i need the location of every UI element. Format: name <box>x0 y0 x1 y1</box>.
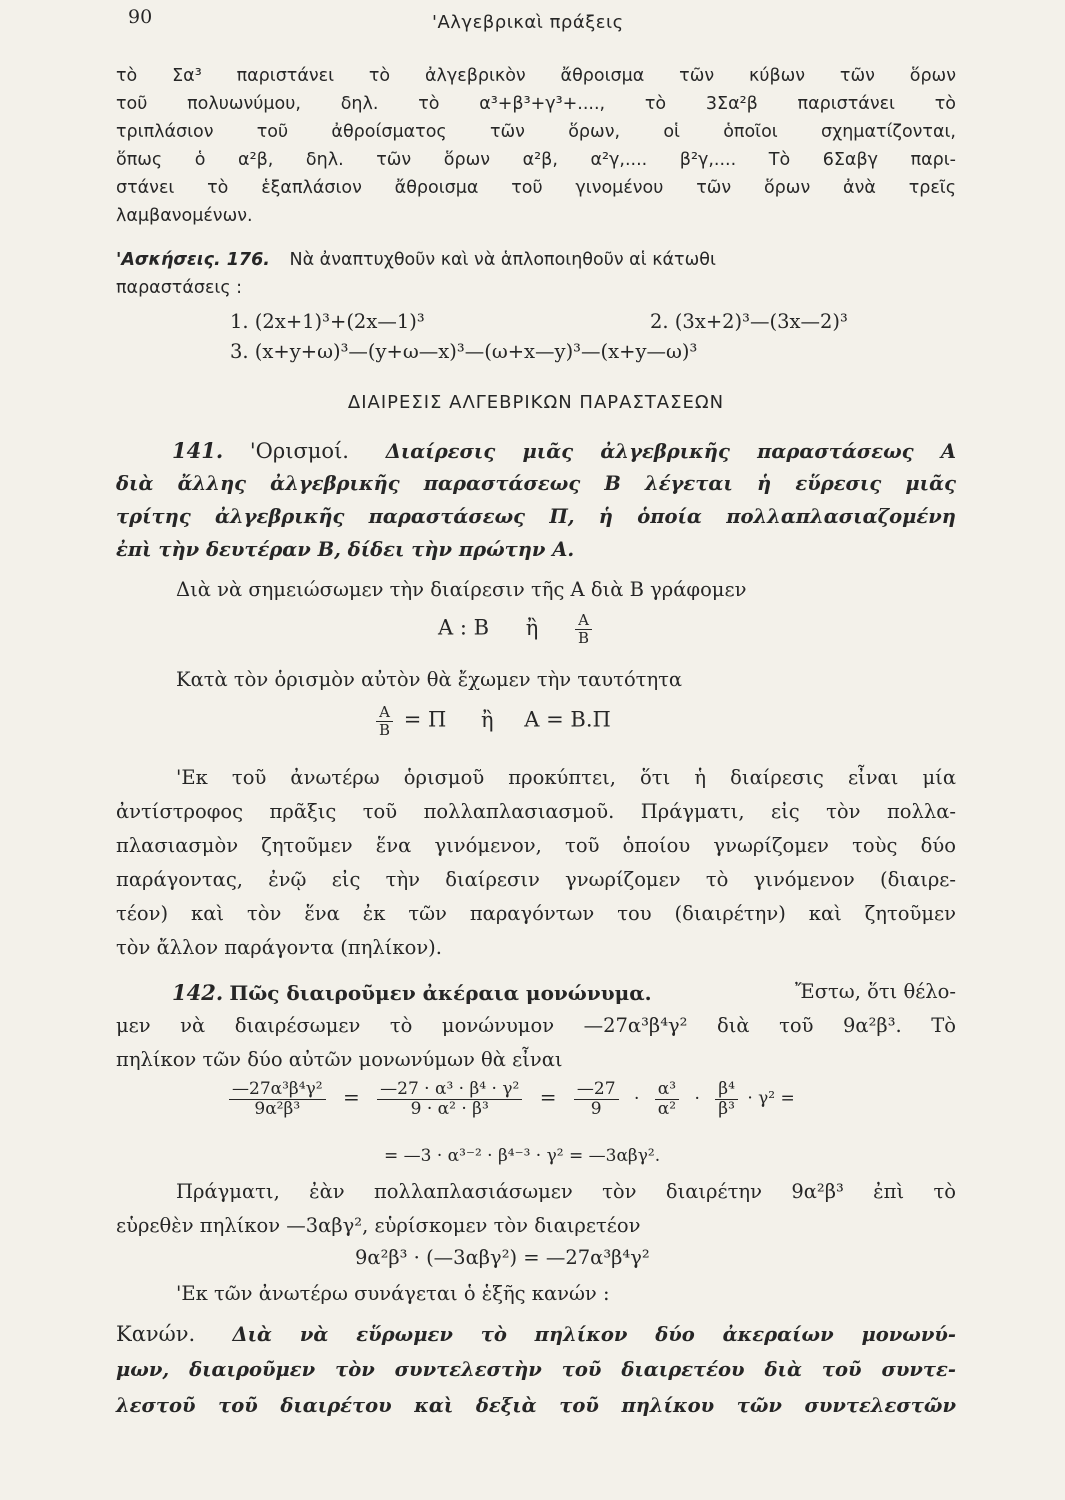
f2-denominator: 9 · α² · β³ <box>410 1098 489 1119</box>
check-equation: 9α²β³ · (—3αβγ²) = —27α³β⁴γ² <box>355 1246 650 1269</box>
eq-f5 <box>715 1080 738 1118</box>
eq2-denominator: Β <box>379 720 391 739</box>
equation-monomial-division: $\frac{\text{—27α³β⁴γ²}}{\text{9α²β³}}$ = $\frac{\text{—27 · α³ · β⁴ · γ²}}{\text{9 · α² · β³}}$ = $\frac{—27}{9}$ · $\frac{\text{α³}}{\text{α²}}$ · $\frac{\text{β⁴}}{\text{β³}}$ · γ² = <box>225 1080 795 1118</box>
sec142-title: Πῶς διαιροῦμεν ἀκέραια μονώνυμα. <box>229 981 652 1005</box>
text-line: τριπλάσιον τοῦ ἀθροίσματος τῶν ὅρων, οἱ ὁποῖοι σχηματίζονται, <box>116 122 956 142</box>
f5-numerator: β⁴ <box>715 1080 738 1100</box>
eq-f2 <box>377 1080 522 1118</box>
sec141-para-line <box>116 766 956 789</box>
f2-numerator: —27 · α³ · β⁴ · γ² <box>377 1080 522 1100</box>
page-number: 90 <box>128 6 153 28</box>
f4-numerator: α³ <box>655 1080 679 1100</box>
identity-line: Κατὰ τὸν ὁρισμὸν αὐτὸν θὰ ἔχωμεν τὴν ταυτότητα <box>176 668 683 691</box>
eq1-numerator: Α <box>575 612 592 630</box>
equation-result: = —3 · α³⁻² · β⁴⁻³ · γ² = —3αβγ². <box>384 1146 661 1166</box>
text-line: ὅπως ὁ α²β, δηλ. τῶν ὅρων α²β, α²γ,.... β²γ,.... Τὸ 6Σαβγ παρι- <box>116 150 956 170</box>
sec142-check-line <box>116 1180 956 1203</box>
exercises-intro-line2: παραστάσεις : <box>116 278 243 298</box>
f4-denominator: α² <box>657 1098 677 1119</box>
page-header <box>0 6 1065 36</box>
sec142-line1 <box>116 980 956 1005</box>
rule-line <box>116 1322 956 1346</box>
sec141-para-line: παράγοντας, ἐνῷ εἰς τὴν διαίρεσιν γνωρίζομεν τὸ γινόμενον (διαιρε- <box>116 868 956 891</box>
eq2-numerator: Α <box>376 704 393 722</box>
section-heading: ΔΙΑΙΡΕΣΙΣ ΑΛΓΕΒΡΙΚΩΝ ΠΑΡΑΣΤΑΣΕΩΝ <box>347 392 725 413</box>
sec142-line: μεν νὰ διαιρέσωμεν τὸ μονώνυμον —27α³β⁴γ² διὰ τοῦ 9α²β³. Τὸ <box>116 1014 956 1037</box>
f5-denominator: β³ <box>718 1098 735 1119</box>
exercises-intro <box>116 250 956 270</box>
sec141-definition-line: τρίτης ἀλγεβρικῆς παραστάσεως Π, ἡ ὁποία πολλαπλασιαζομένη <box>116 505 956 528</box>
exercises-label: 'Ασκήσεις. 176. <box>116 250 270 270</box>
sec141-para-line: πλασιασμὸν ζητοῦμεν ἕνα γινόμενον, τοῦ ὁποίου γνωρίζομεν τοὺς δύο <box>116 834 956 857</box>
rule-label: Κανών. <box>116 1322 196 1346</box>
sec142-line: πηλίκον τῶν δύο αὐτῶν μονωνύμων θὰ εἶναι <box>116 1048 563 1071</box>
sec142-check-line: εὑρεθὲν πηλίκον —3αβγ², εὑρίσκομεν τὸν διαιρετέον <box>116 1214 641 1237</box>
sec141-definition-line: διὰ ἄλλης ἀλγεβρικῆς παραστάσεως Β λέγεται ἡ εὕρεσις μιᾶς <box>116 472 956 495</box>
exercise-item-3: 3. (x+y+ω)³—(y+ω—x)³—(ω+x—y)³—(x+y—ω)³ <box>230 340 698 363</box>
text-line: στάνει τὸ ἑξαπλάσιον ἄθροισμα τοῦ γινομένου τῶν ὅρων ἀνὰ τρεῖς <box>116 178 956 198</box>
eq1-denominator: Β <box>578 628 590 647</box>
running-head: 'Αλγεβρικαὶ πράξεις <box>432 12 624 33</box>
eq2-right: Α = Β.Π <box>524 707 611 732</box>
sec141-definition-line: ἐπὶ τὴν δευτέραν Β, δίδει τὴν πρώτην Α. <box>116 538 575 561</box>
text-line: τὸ Σα³ παριστάνει τὸ ἀλγεβρικὸν ἄθροισμα τῶν κύβων τῶν ὅρων <box>116 66 956 86</box>
sec141-para-line: τὸν ἄλλον παράγοντα (πηλίκον). <box>116 936 442 959</box>
exercise-item-1: 1. (2x+1)³+(2x—1)³ <box>230 310 425 333</box>
f-tail: · γ² = <box>747 1088 795 1109</box>
eq2-fraction <box>376 704 393 738</box>
sec141-para-line: τέον) καὶ τὸν ἕνα ἐκ τῶν παραγόντων του (διαιρέτην) καὶ ζητοῦμεν <box>116 902 956 925</box>
exercise-item-2: 2. (3x+2)³—(3x—2)³ <box>650 310 848 333</box>
sec141-definition-start: Διαίρεσις μιᾶς ἀλγεβρικῆς παραστάσεως Α <box>385 440 956 463</box>
eq1-or: ἢ <box>525 615 539 640</box>
eq-f4 <box>655 1080 679 1118</box>
f3-numerator: —27 <box>574 1080 619 1100</box>
sec141-line1 <box>116 438 956 463</box>
rule-text: Διὰ νὰ εὕρωμεν τὸ πηλίκον δύο ἀκεραίων μονωνύ- <box>232 1323 956 1346</box>
eq2-rest: = Π <box>403 707 447 732</box>
check-text: Πράγματι, ἐὰν πολλαπλασιάσωμεν τὸν διαιρέτην 9α²β³ ἐπὶ τὸ <box>176 1180 956 1203</box>
rule-line: μων, διαιροῦμεν τὸν συντελεστὴν τοῦ διαιρετέου διὰ τοῦ συντε- <box>116 1358 956 1381</box>
text-line: λαμβανομένων. <box>116 206 253 226</box>
sec142-line1-rest: Ἔστω, ὅτι θέλο- <box>795 980 956 1003</box>
equation-identity <box>372 704 611 738</box>
eq-f3 <box>574 1080 619 1118</box>
eq1-fraction <box>575 612 592 646</box>
rule-line: λεστοῦ τοῦ διαιρέτου καὶ δεξιὰ τοῦ πηλίκου τῶν συντελεστῶν <box>116 1394 956 1417</box>
notation-line: Διὰ νὰ σημειώσωμεν τὴν διαίρεσιν τῆς Α διὰ Β γράφομεν <box>176 578 747 601</box>
sec141-number: 141. <box>172 438 224 463</box>
sec141-title: 'Ορισμοί. <box>249 439 349 463</box>
text-line: τοῦ πολυωνύμου, δηλ. τὸ α³+β³+γ³+...., τὸ 3Σα²β παριστάνει τὸ <box>116 94 956 114</box>
f1-denominator: 9α²β³ <box>254 1098 301 1119</box>
f1-numerator: —27α³β⁴γ² <box>229 1080 326 1100</box>
f3-denominator: 9 <box>590 1098 602 1119</box>
eq2-or: ἢ <box>481 707 494 732</box>
sec141-para-text: 'Εκ τοῦ ἀνωτέρω ὁρισμοῦ προκύπτει, ὅτι ἡ διαίρεσις εἶναι μία <box>176 766 956 789</box>
eq-f1 <box>229 1080 326 1118</box>
conclusion-line: 'Εκ τῶν ἀνωτέρω συνάγεται ὁ ἑξῆς κανών : <box>176 1282 610 1305</box>
sec142-number: 142. <box>172 980 224 1005</box>
exercises-intro-text: Νὰ ἀναπτυχθοῦν καὶ νὰ ἁπλοποιηθοῦν αἱ κάτωθι <box>289 250 716 270</box>
eq1-left: Α : Β <box>438 615 490 640</box>
sec141-para-line: ἀντίστροφος πρᾶξις τοῦ πολλαπλασιασμοῦ. Πράγματι, εἰς τὸν πολλα- <box>116 800 956 823</box>
equation-division-notation <box>438 612 596 646</box>
